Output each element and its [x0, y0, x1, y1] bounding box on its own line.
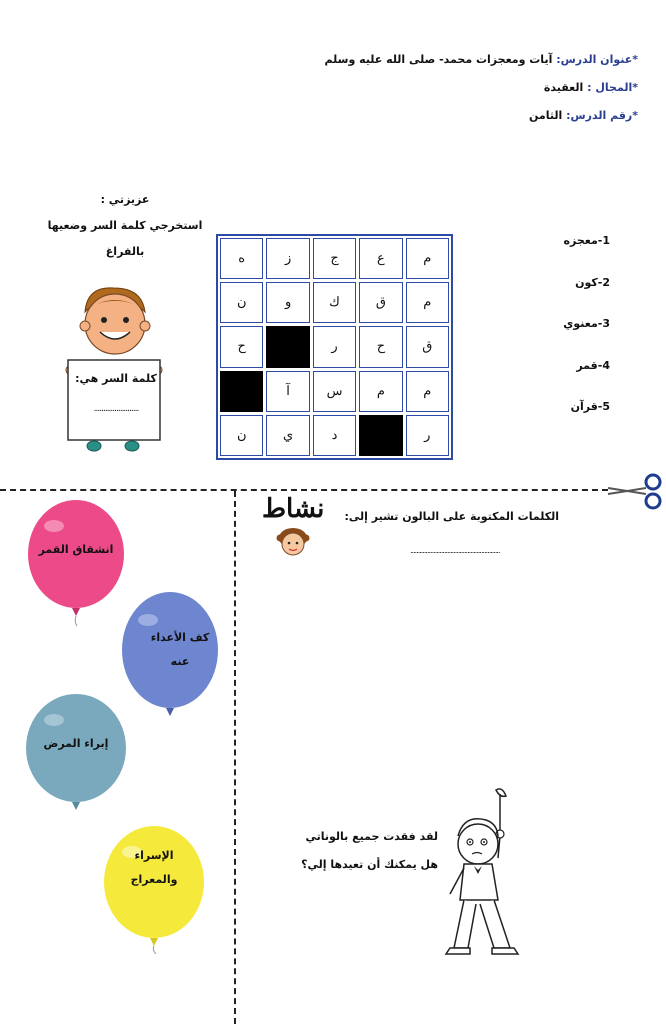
grid-cell[interactable]: و [266, 282, 309, 323]
domain-value: العقيدة [543, 81, 584, 94]
grid-cell[interactable]: ك [313, 282, 356, 323]
lost-balloons-line-1: لقد فقدت جميع بالوناتي [305, 830, 438, 843]
domain-label: *المجال : [587, 81, 638, 94]
boy-holding-sign-illustration [52, 282, 172, 454]
sad-boy-illustration [440, 784, 540, 960]
grid-cell[interactable]: ح [359, 326, 402, 367]
grid-cell-blocked [359, 415, 402, 456]
grid-cell[interactable]: م [406, 282, 449, 323]
grid-cell[interactable]: د [313, 415, 356, 456]
lesson-number-value: الثامن [529, 109, 563, 122]
lesson-title-value: آيات ومعجزات محمد- صلى الله عليه وسلم [324, 53, 553, 66]
lesson-number-line [529, 109, 638, 122]
horizontal-cut-line [0, 489, 608, 491]
grid-cell[interactable]: ح [220, 326, 263, 367]
domain-line [544, 81, 638, 94]
vertical-cut-line [234, 491, 236, 1024]
secret-word-blank[interactable]: ........................ [93, 404, 139, 414]
grid-cell[interactable]: ج [313, 238, 356, 279]
activity-title: نشاط [262, 494, 325, 524]
balloon-label: الإسراء والمعراج [130, 849, 178, 886]
grid-cell[interactable]: ه [220, 238, 263, 279]
activity-question: الكلمات المكتوبة على البالون تشير إلى: [344, 510, 559, 523]
grid-cell[interactable]: ر [406, 415, 449, 456]
word-item: 1-معجزه [563, 234, 610, 247]
activity-answer-blank[interactable]: .......................................................... [410, 546, 500, 555]
word-list [563, 234, 610, 442]
grid-cell[interactable]: ر [313, 326, 356, 367]
grid-cell-blocked [220, 371, 263, 412]
grid-cell[interactable]: ق [406, 326, 449, 367]
grid-cell-blocked [266, 326, 309, 367]
secret-word-label: كلمة السر هي: [75, 372, 157, 385]
grid-cell[interactable]: ق [359, 282, 402, 323]
scissors-icon [606, 470, 664, 512]
grid-cell[interactable]: م [359, 371, 402, 412]
lesson-number-label: *رقم الدرس: [566, 109, 638, 122]
word-item: 5-قرآن [570, 400, 610, 413]
grid-cell[interactable]: م [406, 238, 449, 279]
grid-cell[interactable]: س [313, 371, 356, 412]
word-item: 3-معنوي [563, 317, 610, 330]
balloon-pink [24, 498, 128, 628]
word-search-grid [216, 234, 453, 460]
puzzle-instructions [40, 187, 210, 265]
lesson-title-line [325, 53, 638, 66]
balloon-label: إبراء المرض [43, 737, 109, 750]
grid-cell[interactable]: ن [220, 282, 263, 323]
balloon-label: انشقاق القمر [38, 543, 114, 556]
grid-cell[interactable]: ز [266, 238, 309, 279]
grid-cell[interactable]: ع [359, 238, 402, 279]
instruction-line-1: عزيزتي : [100, 193, 150, 206]
grid-cell[interactable]: ن [220, 415, 263, 456]
grid-cell[interactable]: م [406, 371, 449, 412]
girl-face-icon [276, 522, 310, 560]
lost-balloons-line-2: هل يمكنك أن تعيدها إلي؟ [301, 858, 438, 871]
grid-cell[interactable]: ي [266, 415, 309, 456]
word-item: 2-كون [575, 275, 610, 289]
lesson-title-label: *عنوان الدرس: [556, 53, 638, 66]
grid-cell[interactable]: آ [266, 371, 309, 412]
balloon-label: كف الأعداء عنه [150, 631, 210, 668]
instruction-line-2: استخرجي كلمة السر وضعيها [47, 219, 203, 232]
instruction-line-3: بالفراغ [105, 245, 145, 258]
word-item: 4-قمر [576, 358, 610, 372]
